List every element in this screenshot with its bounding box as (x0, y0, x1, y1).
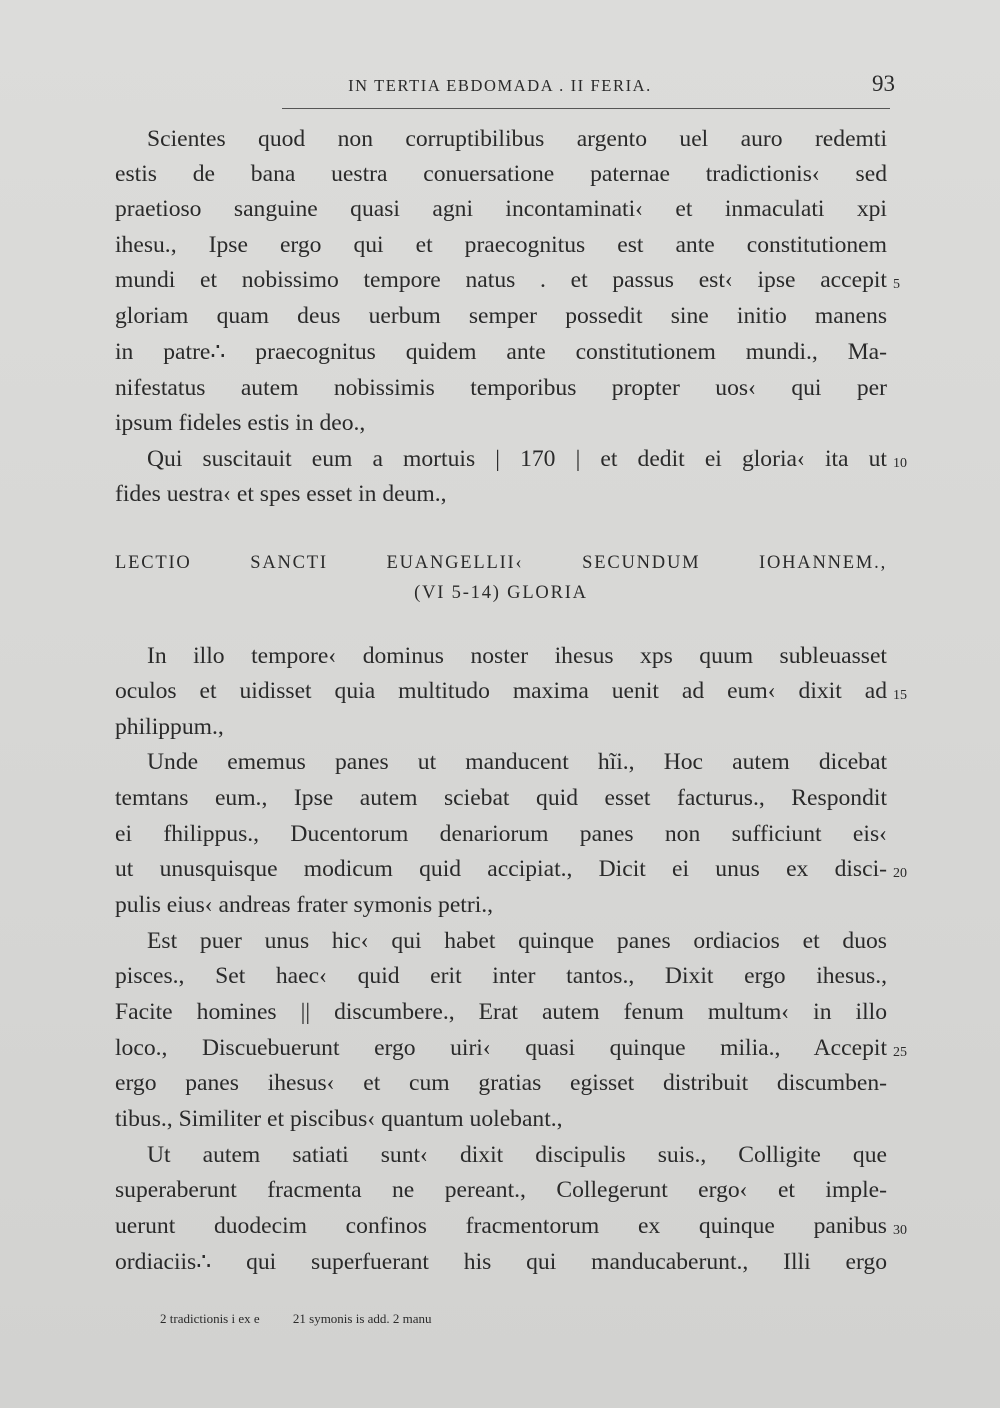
text-line: philippum., (115, 714, 224, 740)
text-line: loco., Discuebuerunt ergo uiri‹ quasi quinque milia., Accepit (115, 1035, 887, 1061)
text-line: ergo panes ihesus‹ et cum gratias egisset distribuit discumben- (115, 1070, 887, 1096)
text-line: ei fhilippus., Ducentorum denariorum panes non sufficiunt eis‹ (115, 821, 887, 847)
footnote: 21 symonis is add. 2 manu (292, 1311, 432, 1326)
header-rule (282, 108, 890, 109)
text-line: oculos et uidisset quia multitudo maxima uenit ad eum‹ dixit ad (115, 678, 887, 704)
text-line: ut unusquisque modicum quid accipiat., Dicit ei unus ex disci- (115, 856, 887, 882)
lection-subheading: (VI 5-14) GLORIA (414, 583, 588, 603)
footnotes (160, 1311, 432, 1327)
page-number: 93 (872, 71, 895, 96)
footnote: 2 tradictionis i ex e (160, 1311, 260, 1326)
text-line: mundi et nobissimo tempore natus . et passus est‹ ipse accepit (115, 267, 887, 293)
text-line: ihesu., Ipse ergo qui et praecognitus est ante constitutionem (115, 232, 887, 258)
text-line: Scientes quod non corruptibilibus argento uel auro redemti (147, 126, 887, 152)
text-line: Facite homines || discumbere., Erat autem fenum multum‹ in illo (115, 999, 887, 1025)
line-number: 15 (893, 688, 907, 703)
line-number: 10 (893, 456, 907, 471)
text-line: Qui suscitauit eum a mortuis | 170 | et dedit ei gloria‹ ita ut (147, 446, 887, 472)
text-line: uerunt duodecim confinos fracmentorum ex quinque panibus (115, 1213, 887, 1239)
text-line: pulis eius‹ andreas frater symonis petri., (115, 892, 494, 918)
line-number: 20 (893, 866, 907, 881)
text-line: estis de bana uestra conuersatione paternae tradictionis‹ sed (115, 161, 887, 187)
text-line: In illo tempore‹ dominus noster ihesus xps quum subleuasset (147, 643, 887, 669)
text-line: fides uestra‹ et spes esset in deum., (115, 481, 447, 507)
text-line: pisces., Set haec‹ quid erit inter tantos., Dixit ergo ihesus., (115, 963, 887, 989)
text-line: in patre∴ praecognitus quidem ante constitutionem mundi., Ma- (115, 339, 887, 365)
line-number: 25 (893, 1045, 907, 1060)
text-line: ipsum fideles estis in deo., (115, 410, 366, 436)
text-line: Unde ememus panes ut manducent hĩi., Hoc autem dicebat (147, 749, 887, 775)
text-line: gloriam quam deus uerbum semper possedit sine initio manens (115, 303, 887, 329)
lection-heading: LECTIO SANCTI EUANGELLII‹ SECUNDUM IOHANNEM., (115, 553, 887, 573)
text-line: tibus., Similiter et piscibus‹ quantum uolebant., (115, 1106, 563, 1132)
running-title: IN TERTIA EBDOMADA . II FERIA. (348, 76, 652, 95)
text-line: ordiaciis∴ qui superfuerant his qui manducaberunt., Illi ergo (115, 1249, 887, 1275)
text-line: Ut autem satiati sunt‹ dixit discipulis suis., Colligite que (147, 1142, 887, 1168)
text-line: nifestatus autem nobissimis temporibus propter uos‹ qui per (115, 375, 887, 401)
line-number: 30 (893, 1223, 907, 1238)
line-number: 5 (893, 277, 900, 292)
text-line: superaberunt fracmenta ne pereant., Collegerunt ergo‹ et imple- (115, 1177, 887, 1203)
text-line: Est puer unus hic‹ qui habet quinque panes ordiacios et duos (147, 928, 887, 954)
text-line: praetioso sanguine quasi agni incontaminati‹ et inmaculati xpi (115, 196, 887, 222)
text-line: temtans eum., Ipse autem sciebat quid esset facturus., Respondit (115, 785, 887, 811)
